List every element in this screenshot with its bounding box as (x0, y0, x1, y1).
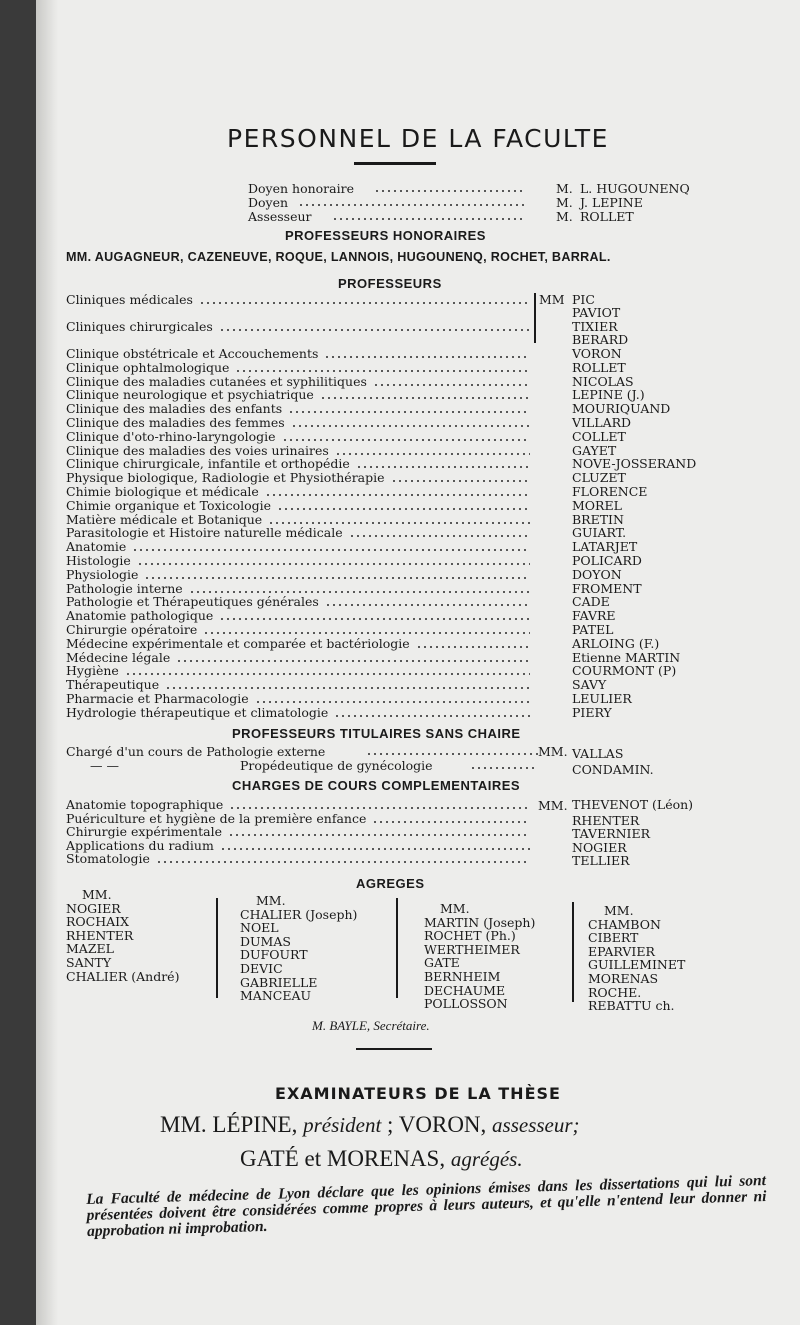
professor-name: MOREL (572, 497, 622, 513)
leader-dots (220, 848, 530, 850)
professor-name: BERARD (572, 332, 629, 347)
chair-label: Thérapeutique (66, 677, 160, 693)
agrege-name: GUILLEMINET (588, 957, 686, 973)
course-label: Chirurgie expérimentale (66, 824, 222, 840)
titulaires-dashes: — — (90, 758, 119, 773)
agreges-column (588, 904, 685, 1013)
leader-dots (219, 329, 530, 331)
professor-row (36, 347, 800, 361)
professor-name: MOURIQUAND (572, 401, 671, 417)
chair-label: Physiologie (66, 566, 139, 582)
leader-dots (349, 535, 530, 537)
professor-name: Etienne MARTIN (572, 649, 681, 665)
agrege-name: DUMAS (240, 933, 291, 949)
examiner-president-name: MM. LÉPINE, (160, 1112, 298, 1137)
professor-name: LEULIER (572, 691, 632, 706)
chair-label: Clinique des maladies des enfants (66, 401, 283, 417)
agrege-name: DECHAUME (424, 982, 506, 998)
examinateurs-heading: EXAMINATEURS DE LA THÈSE (275, 1084, 561, 1103)
leader-dots (334, 715, 530, 717)
professor-name: LEPINE (J.) (572, 387, 645, 403)
agrege-name: MORENAS (588, 970, 659, 986)
agrege-name: CHALIER (Joseph) (240, 906, 358, 922)
officer-prefix: M. (556, 181, 573, 196)
chair-label: Pathologie et Thérapeutiques générales (66, 594, 319, 610)
agrege-name: SANTY (66, 954, 112, 970)
officer-prefix: M. (556, 195, 573, 210)
professor-name: VILLARD (572, 415, 632, 430)
agrege-name: DUFOURT (240, 947, 308, 963)
officer-name: ROLLET (580, 209, 634, 224)
agreges-column (240, 894, 357, 1003)
leader-dots (156, 861, 530, 863)
chair-label: Chimie organique et Toxicologie (66, 497, 272, 513)
leader-dots (176, 660, 530, 662)
professor-name: FLORENCE (572, 484, 648, 499)
officer-prefix: M. (556, 209, 573, 224)
section-rule (356, 1048, 432, 1050)
officer-label: Doyen honoraire (248, 181, 354, 196)
agrege-name: ROCHAIX (66, 914, 129, 930)
column-prefix: MM. (82, 887, 112, 902)
examiner-agreges-role: agrégés. (450, 1147, 523, 1171)
professor-row (36, 416, 800, 430)
agrege-name: WERTHEIMER (424, 941, 520, 957)
chair-label: Clinique d'oto-rhino-laryngologie (66, 428, 276, 444)
leader-dots (277, 508, 530, 510)
leader-dots (268, 522, 530, 524)
titulaires-course-label: Propédeutique de gynécologie (240, 758, 433, 773)
examinateurs-line-2 (240, 1146, 523, 1172)
course-label: Puériculture et hygiène de la première enfance (66, 810, 367, 826)
chair-label: Clinique des maladies des voies urinaires (66, 442, 329, 458)
professor-row (36, 637, 800, 651)
leader-dots (228, 834, 530, 836)
professor-name: CLUZET (572, 470, 626, 486)
chair-label: Clinique ophtalmologique (66, 359, 230, 375)
agreges-column (66, 888, 179, 983)
professor-name: LATARJET (572, 539, 638, 555)
professor-row (36, 540, 800, 554)
column-divider (396, 898, 398, 998)
leader-dots (137, 563, 530, 565)
leader-dots (203, 632, 530, 634)
professor-row (36, 292, 800, 320)
professor-row (36, 499, 800, 513)
leader-dots (219, 618, 530, 620)
complementary-row (36, 839, 800, 853)
column-prefix: MM. (604, 903, 634, 918)
professor-row (36, 430, 800, 444)
lecturer-name: TAVERNIER (572, 826, 651, 842)
professor-name: GAYET (572, 442, 617, 458)
professeurs-mm: MM (539, 292, 565, 307)
lecturer-name: THEVENOT (Léon) (572, 797, 694, 812)
leader-dots (335, 453, 530, 455)
agrege-name: MANCEAU (240, 988, 312, 1004)
professor-name: GUIART. (572, 525, 627, 541)
professor-row (36, 554, 800, 568)
secretary-name: M. BAYLE, (312, 1018, 371, 1033)
agrege-name: BERNHEIM (424, 968, 501, 984)
professor-name: ARLOING (F.) (572, 635, 660, 651)
professor-row (36, 623, 800, 637)
chair-label: Médecine expérimentale et comparée et bactériologie (66, 635, 410, 651)
leader-dots (320, 397, 530, 399)
chair-label: Parasitologie et Histoire naturelle médicale (66, 525, 343, 541)
agrege-name: POLLOSSON (424, 996, 508, 1012)
professor-name: SAVY (572, 677, 607, 693)
professor-name: COLLET (572, 428, 626, 444)
officer-name: J. LEPINE (580, 195, 643, 210)
column-divider (572, 902, 574, 1002)
leader-dots (125, 673, 530, 675)
complementary-row (36, 851, 800, 869)
professor-row (36, 526, 800, 540)
honoraires-heading: PROFESSEURS HONORAIRES (285, 228, 486, 243)
chair-label: Cliniques médicales (66, 292, 193, 307)
agrege-name: RHENTER (66, 927, 134, 943)
leader-dots (229, 807, 530, 809)
chair-label: Hydrologie thérapeutique et climatologie (66, 704, 329, 720)
leader-dots (282, 439, 530, 441)
chair-label: Matière médicale et Botanique (66, 511, 263, 527)
leader-dots (265, 494, 530, 496)
complementaires-heading: CHARGES DE COURS COMPLEMENTAIRES (232, 778, 521, 793)
titulaires-heading: PROFESSEURS TITULAIRES SANS CHAIRE (232, 726, 521, 741)
professor-row (36, 319, 800, 347)
course-label: Anatomie topographique (66, 797, 224, 812)
lecturer-name: TELLIER (572, 853, 630, 869)
chair-label: Clinique des maladies des femmes (66, 415, 285, 430)
leader-dots (235, 370, 530, 372)
chair-label: Clinique neurologique et psychiatrique (66, 387, 314, 403)
complementary-row (36, 798, 800, 812)
agrege-name: GABRIELLE (240, 974, 318, 990)
chair-label: Chimie biologique et médicale (66, 484, 259, 499)
agrege-name: MARTIN (Joseph) (424, 914, 536, 930)
leader-dots (372, 821, 530, 823)
titulaires-prefix: MM. (538, 744, 568, 759)
leader-dots (291, 425, 530, 427)
agrege-name: CHAMBON (588, 916, 661, 932)
agrege-name: DEVIC (240, 960, 283, 976)
officer-label: Assesseur (248, 209, 312, 224)
agrege-name: NOEL (240, 920, 279, 936)
lecturer-name: RHENTER (572, 812, 640, 828)
leader-dots (199, 302, 530, 304)
leader-dots (373, 384, 530, 386)
leader-dots (416, 646, 530, 648)
agrege-name: ROCHET (Ph.) (424, 928, 516, 944)
professor-row (36, 568, 800, 582)
leader-dots (132, 549, 530, 551)
professor-name: PIC (572, 292, 595, 307)
officer-name: L. HUGOUNENQ (580, 181, 690, 196)
chair-label: Pharmacie et Pharmacologie (66, 691, 249, 706)
faculty-notice: La Faculté de médecine de Lyon déclare que les opinions émises dans les dissertations qui lui sont présentées doivent être considérées comme propres à leurs auteurs, et qu'elle n'entend leur donner ni approbation ni improbation. (85, 1172, 767, 1240)
secretary-role: Secrétaire. (373, 1018, 430, 1033)
honoraires-list: MM. AUGAGNEUR, CAZENEUVE, ROQUE, LANNOIS, HUGOUNENQ, ROCHET, BARRAL. (66, 250, 611, 264)
column-prefix: MM. (256, 893, 286, 908)
leader-dots (325, 604, 530, 606)
professor-name: VORON (572, 346, 622, 361)
examiner-agreges-names: GATÉ et MORENAS, (240, 1146, 446, 1171)
leader-dots (356, 466, 530, 468)
chair-label: Clinique des maladies cutanées et syphilitiques (66, 373, 367, 389)
chair-label: Physique biologique, Radiologie et Physiothérapie (66, 470, 385, 486)
agrege-name: CHALIER (André) (66, 968, 180, 984)
secretary (312, 1018, 430, 1034)
chair-label: Hygiène (66, 663, 119, 679)
chair-label: Pathologie interne (66, 580, 183, 596)
complementaires-prefix: MM. (538, 798, 568, 813)
agrege-name: GATE (424, 955, 460, 971)
professor-name: PAVIOT (572, 305, 621, 320)
agrege-name: EPARVIER (588, 943, 655, 959)
professor-name: TIXIER (572, 319, 618, 334)
agreges-heading: AGREGES (356, 876, 425, 891)
professor-name: PIERY (572, 704, 612, 720)
professor-name: NOVE-JOSSERAND (572, 456, 697, 472)
professor-row (36, 651, 800, 665)
leader-dots (324, 356, 530, 358)
agrege-name: REBATTU ch. (588, 998, 675, 1014)
leader-dots (391, 480, 530, 482)
officer-label: Doyen (248, 195, 289, 210)
column-divider (216, 898, 218, 998)
examinateurs-line-1 (160, 1112, 580, 1138)
leader-dots (189, 591, 530, 593)
chair-label: Chirurgie opératoire (66, 622, 198, 637)
leader-dots (165, 687, 530, 689)
chair-label: Anatomie pathologique (66, 608, 214, 624)
page-title: PERSONNEL DE LA FACULTE (227, 124, 609, 153)
professor-name: ROLLET (572, 359, 626, 375)
examiner-assessor-role: assesseur; (492, 1113, 580, 1137)
agrege-name: ROCHE. (588, 984, 642, 1000)
agrege-name: CIBERT (588, 930, 639, 946)
professor-name: FROMENT (572, 580, 642, 596)
professor-name: BRETIN (572, 511, 624, 527)
professor-row (36, 706, 800, 720)
chair-label: Clinique chirurgicale, infantile et orthopédie (66, 456, 350, 472)
title-rule (354, 162, 436, 165)
course-label: Stomatologie (66, 851, 150, 867)
professor-name: FAVRE (572, 608, 616, 624)
agrege-name: MAZEL (66, 941, 114, 957)
professor-name: PATEL (572, 622, 614, 637)
course-label: Applications du radium (66, 837, 214, 853)
titulaires-name: VALLAS (572, 746, 624, 761)
column-prefix: MM. (440, 901, 470, 916)
document-page (36, 0, 800, 1325)
chair-label: Médecine légale (66, 649, 171, 665)
professor-row (36, 361, 800, 375)
leader-dots (255, 701, 530, 703)
professor-name: CADE (572, 594, 610, 610)
professor-row (36, 692, 800, 706)
professor-name: NICOLAS (572, 373, 634, 389)
professor-name: DOYON (572, 566, 622, 582)
chair-label: Histologie (66, 553, 131, 568)
examiner-assessor-name: ; VORON, (387, 1112, 487, 1137)
professor-name: POLICARD (572, 553, 642, 568)
chair-label: Cliniques chirurgicales (66, 319, 213, 334)
chair-label: Clinique obstétricale et Accouchements (66, 346, 319, 361)
agreges-column (424, 902, 535, 1011)
professor-row (36, 485, 800, 499)
agrege-name: NOGIER (66, 900, 121, 916)
chair-label: Anatomie (66, 539, 127, 555)
professeurs-heading: PROFESSEURS (338, 276, 442, 291)
leader-dots (144, 577, 530, 579)
examiner-president-role: président (303, 1113, 382, 1137)
professor-name: COURMONT (P) (572, 663, 677, 679)
leader-dots (288, 411, 530, 413)
titulaires-name: CONDAMIN. (572, 762, 654, 777)
titulaires-course-label: Chargé d'un cours de Pathologie externe (66, 744, 326, 759)
lecturer-name: NOGIER (572, 839, 627, 855)
